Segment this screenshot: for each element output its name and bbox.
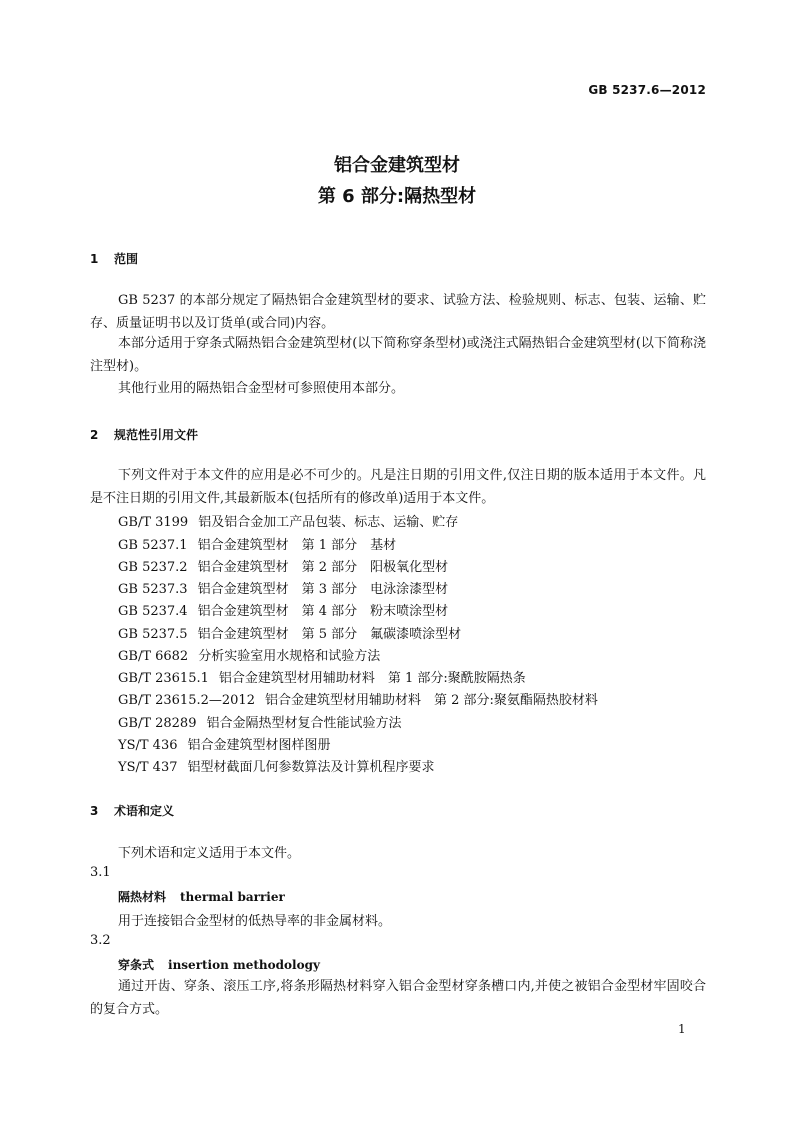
section-number: 2: [90, 428, 99, 442]
reference-item: [118, 756, 435, 775]
term-chinese: 穿条式: [118, 958, 155, 972]
reference-title: 铝型材截面几何参数算法及计算机程序要求: [187, 760, 435, 775]
reference-code: GB 5237.3: [118, 582, 188, 597]
reference-title: 分析实验室用水规格和试验方法: [198, 649, 381, 664]
terms-intro: 下列术语和定义适用于本文件。: [118, 846, 301, 861]
reference-title: 铝合金建筑型材 第 1 部分 基材: [197, 538, 397, 553]
section-number: 3: [90, 804, 99, 818]
section-heading-terms-definitions: [90, 802, 174, 819]
term-chinese: 隔热材料: [118, 890, 167, 904]
reference-title: 铝合金建筑型材用辅助材料 第 1 部分:聚酰胺隔热条: [218, 671, 526, 686]
page-number: 1: [678, 1022, 686, 1036]
scope-paragraph-3: 其他行业用的隔热铝合金型材可参照使用本部分。: [118, 381, 405, 396]
reference-code: GB/T 23615.1: [118, 671, 209, 686]
references-intro: 下列文件对于本文件的应用是必不可少的。凡是注日期的引用文件,仅注日期的版本适用于本文件。凡是不注日期的引用文件,其最新版本(包括所有的修改单)适用于本文件。: [90, 468, 706, 506]
reference-item: [118, 645, 380, 664]
reference-code: GB 5237.4: [118, 604, 188, 619]
term-heading: [118, 888, 285, 905]
reference-code: GB 5237.2: [118, 560, 188, 575]
reference-item: [118, 712, 402, 731]
standard-number: GB 5237.6—2012: [588, 83, 706, 97]
reference-code: GB/T 28289: [118, 716, 197, 731]
term-english: insertion methodology: [168, 958, 320, 972]
reference-code: GB 5237.1: [118, 538, 188, 553]
reference-item: [118, 511, 458, 530]
reference-code: GB/T 3199: [118, 515, 189, 530]
reference-item: [118, 556, 448, 575]
term-definition: 用于连接铝合金型材的低热导率的非金属材料。: [118, 914, 392, 929]
reference-title: 铝合金建筑型材用辅助材料 第 2 部分:聚氨酯隔热胶材料: [264, 693, 598, 708]
section-heading-normative-references: [90, 426, 198, 443]
term-heading: [118, 956, 320, 973]
term-number: 3.1: [90, 865, 111, 880]
reference-item: [118, 667, 526, 686]
term-english: thermal barrier: [180, 890, 285, 904]
section-title: 术语和定义: [114, 804, 175, 818]
reference-title: 铝及铝合金加工产品包装、标志、运输、贮存: [198, 515, 459, 530]
reference-title: 铝合金建筑型材 第 2 部分 阳极氧化型材: [197, 560, 449, 575]
reference-item: [118, 534, 396, 553]
reference-item: [118, 689, 598, 708]
reference-code: GB 5237.5: [118, 627, 188, 642]
reference-title: 铝合金建筑型材 第 4 部分 粉末喷涂型材: [197, 604, 449, 619]
document-title: 铝合金建筑型材: [334, 155, 460, 176]
reference-item: [118, 623, 461, 642]
reference-title: 铝合金建筑型材 第 3 部分 电泳涂漆型材: [197, 582, 449, 597]
reference-item: [118, 734, 331, 753]
reference-title: 铝合金建筑型材 第 5 部分 氟碳漆喷涂型材: [197, 627, 462, 642]
reference-title: 铝合金隔热型材复合性能试验方法: [206, 716, 402, 731]
reference-code: YS/T 437: [118, 760, 178, 775]
document-subtitle: 第 6 部分:隔热型材: [317, 186, 477, 207]
section-title: 范围: [114, 252, 139, 266]
section-title: 规范性引用文件: [114, 428, 199, 442]
section-heading-scope: [90, 250, 138, 267]
scope-paragraph-1: GB 5237 的本部分规定了隔热铝合金建筑型材的要求、试验方法、检验规则、标志、包装、运输、贮存、质量证明书以及订货单(或合同)内容。: [90, 293, 706, 331]
scope-paragraph-2: 本部分适用于穿条式隔热铝合金建筑型材(以下简称穿条型材)或浇注式隔热铝合金建筑型材(以下简称浇注型材)。: [90, 336, 706, 374]
reference-code: YS/T 436: [118, 738, 178, 753]
term-definition: 通过开齿、穿条、滚压工序,将条形隔热材料穿入铝合金型材穿条槽口内,并使之被铝合金型材牢固咬合的复合方式。: [90, 979, 706, 1017]
reference-code: GB/T 6682: [118, 649, 189, 664]
reference-title: 铝合金建筑型材图样图册: [187, 738, 331, 753]
reference-item: [118, 578, 448, 597]
reference-code: GB/T 23615.2—2012: [118, 693, 255, 708]
term-number: 3.2: [90, 933, 111, 948]
section-number: 1: [90, 252, 99, 266]
reference-item: [118, 600, 448, 619]
